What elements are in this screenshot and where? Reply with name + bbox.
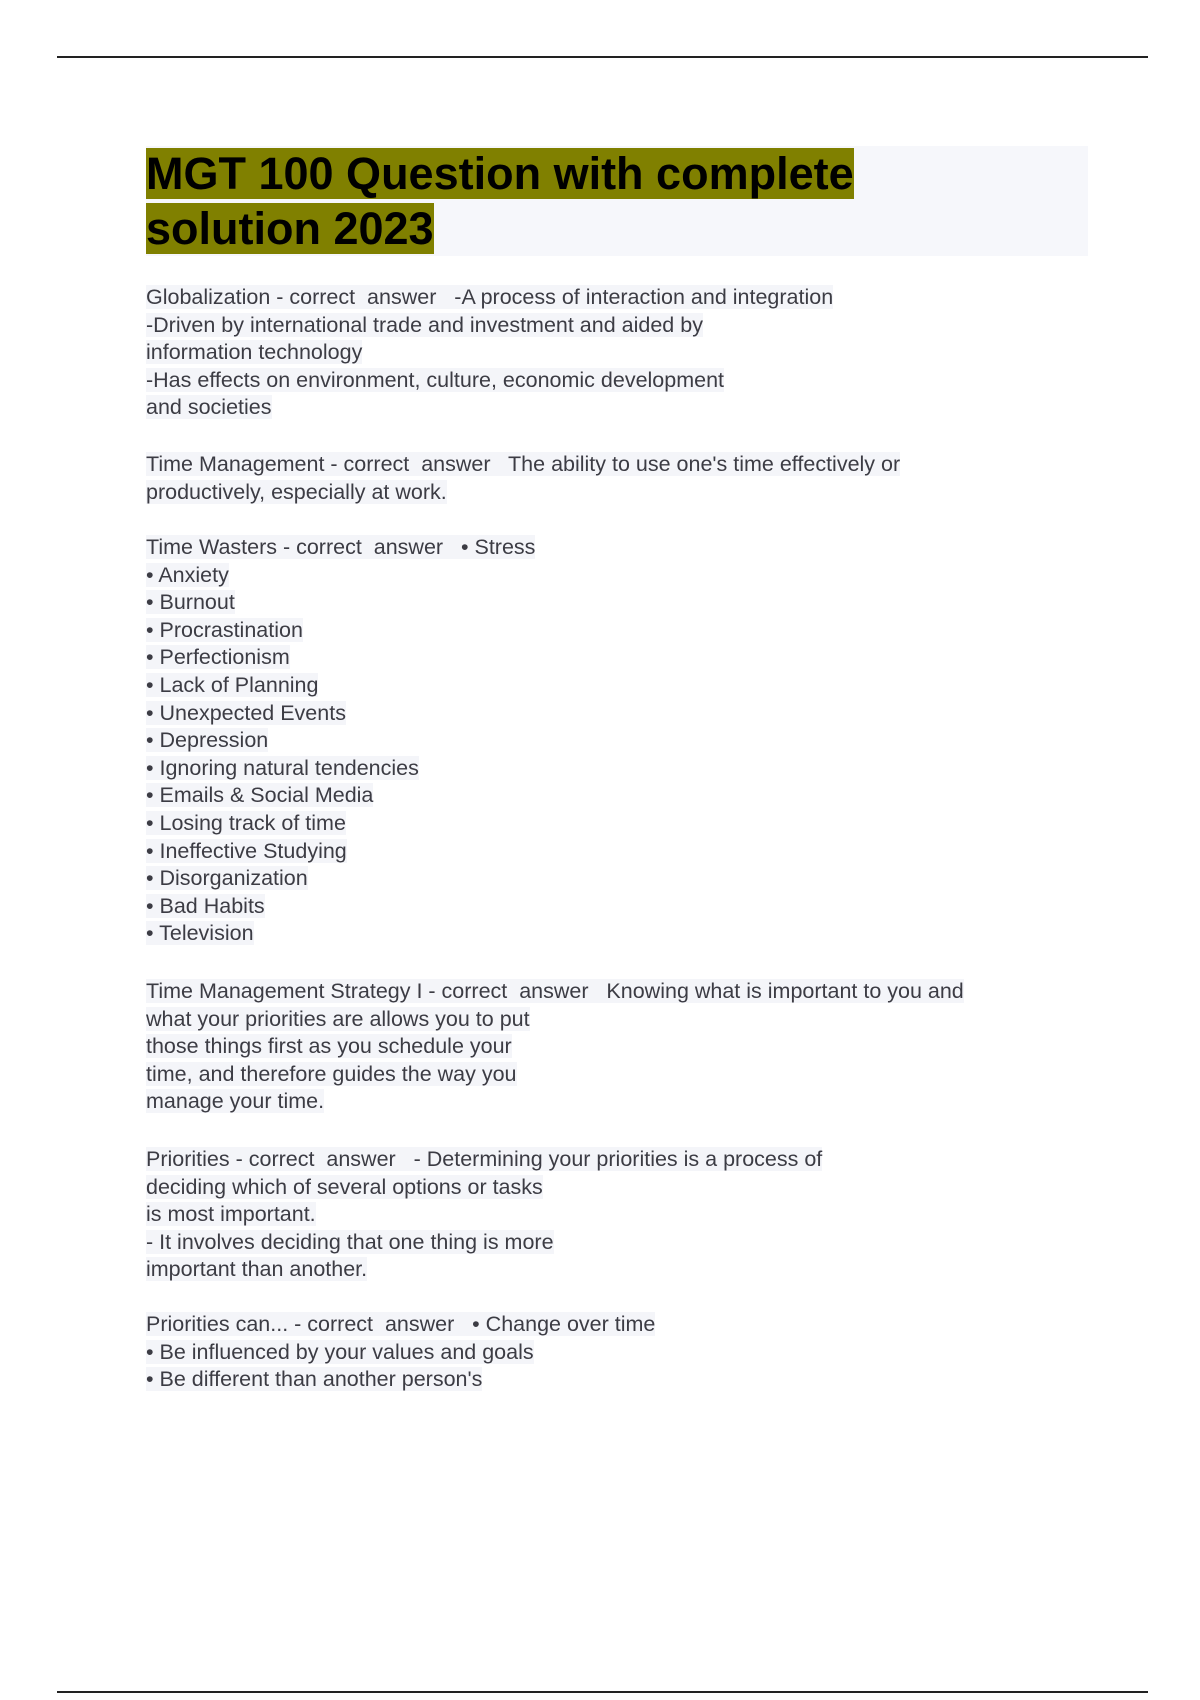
entry-line: those things first as you schedule your: [146, 1034, 512, 1059]
entry-line: • Ignoring natural tendencies: [146, 755, 419, 780]
entry-line: • Television: [146, 921, 254, 946]
entry-line: • Lack of Planning: [146, 672, 319, 697]
entry-line: • Be different than another person's: [146, 1367, 483, 1392]
entry-line: • Emails & Social Media: [146, 783, 374, 808]
entry-line: Time Wasters - correct answer • Stress: [146, 535, 536, 559]
entry-line: Time Management Strategy I - correct answer Knowing what is important to you and: [146, 979, 964, 1003]
entry-line: • Be influenced by your values and goals: [146, 1339, 534, 1364]
entry-line: • Depression: [146, 728, 269, 753]
qa-entry: [146, 1146, 822, 1284]
entry-line: is most important.: [146, 1202, 316, 1227]
entry-line: Time Management - correct answer The ability to use one's time effectively or: [146, 452, 901, 476]
entry-line: important than another.: [146, 1257, 368, 1282]
entry-line: • Ineffective Studying: [146, 838, 347, 863]
qa-entry: [146, 1311, 655, 1394]
entry-line: Priorities can... - correct answer • Change over time: [146, 1312, 656, 1336]
entry-line: information technology: [146, 340, 363, 365]
entry-line: productively, especially at work.: [146, 479, 447, 504]
bottom-rule: [57, 1691, 1148, 1693]
entry-line: • Losing track of time: [146, 810, 346, 835]
qa-entry: [146, 284, 833, 422]
entry-line: what your priorities are allows you to put: [146, 1006, 530, 1031]
qa-entry: [146, 978, 964, 1116]
entry-line: Priorities - correct answer - Determining your priorities is a process of: [146, 1147, 823, 1171]
entry-line: • Bad Habits: [146, 893, 265, 918]
entry-line: Globalization - correct answer -A process of interaction and integration: [146, 285, 834, 309]
top-rule: [57, 56, 1148, 58]
title-line-2: solution 2023: [146, 203, 434, 254]
entry-line: • Disorganization: [146, 866, 308, 891]
entry-line: • Procrastination: [146, 617, 303, 642]
entry-line: -Has effects on environment, culture, economic development: [146, 367, 725, 392]
entry-line: deciding which of several options or tasks: [146, 1174, 543, 1199]
entry-line: • Anxiety: [146, 562, 229, 587]
title-line-1: MGT 100 Question with complete: [146, 148, 854, 199]
entry-line: • Burnout: [146, 590, 235, 615]
entry-line: • Perfectionism: [146, 645, 290, 670]
entry-line: -Driven by international trade and investment and aided by: [146, 312, 703, 337]
entry-line: manage your time.: [146, 1089, 325, 1114]
entry-line: • Unexpected Events: [146, 700, 346, 725]
entry-line: - It involves deciding that one thing is more: [146, 1229, 554, 1254]
document-title: [146, 146, 1088, 256]
entry-line: time, and therefore guides the way you: [146, 1061, 517, 1086]
qa-entry: [146, 534, 535, 948]
entry-line: and societies: [146, 395, 272, 420]
qa-entry: [146, 451, 900, 506]
